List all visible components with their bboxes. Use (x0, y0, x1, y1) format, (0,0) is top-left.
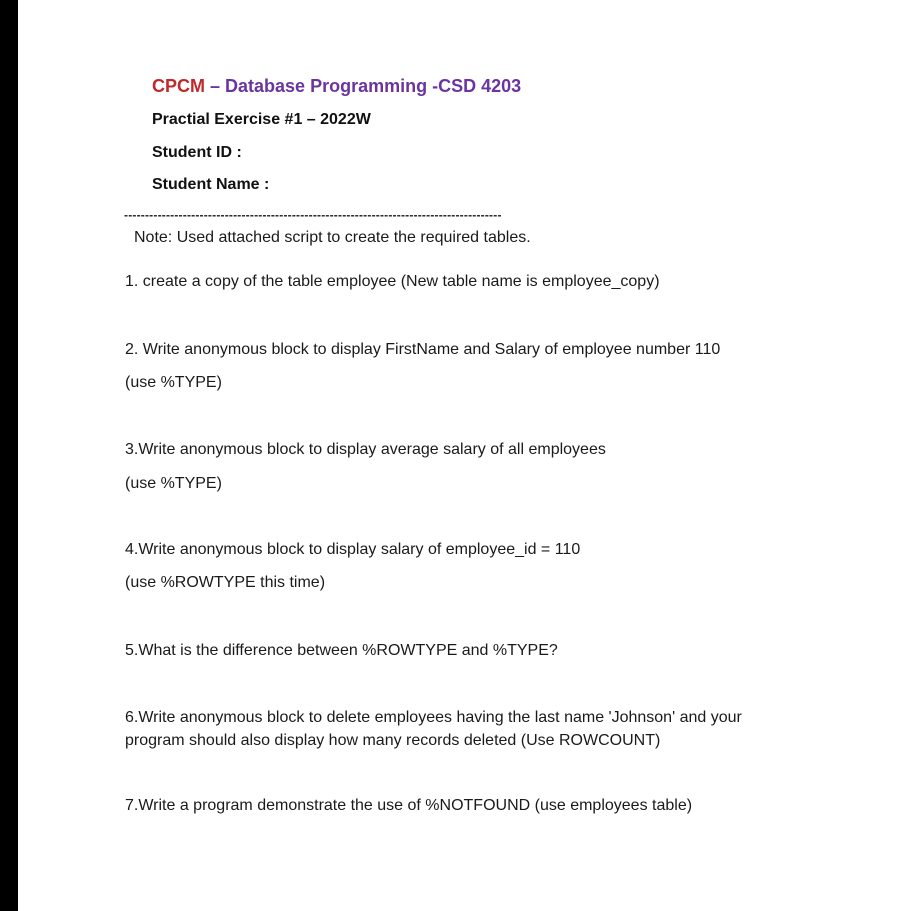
divider-line: ------------------------------------------------------------------------------------------ (124, 208, 502, 222)
document-page (18, 0, 924, 911)
course-code: CPCM (152, 76, 205, 96)
left-black-bar (0, 0, 18, 911)
question-1: 1. create a copy of the table employee (New table name is employee_copy) (125, 273, 660, 290)
question-5: 5.What is the difference between %ROWTYPE and %TYPE? (125, 642, 558, 659)
question-4-note: (use %ROWTYPE this time) (125, 574, 326, 591)
question-7: 7.Write a program demonstrate the use of %NOTFOUND (use employees table) (125, 797, 693, 814)
question-3-note: (use %TYPE) (125, 475, 222, 492)
question-2-note: (use %TYPE) (125, 374, 222, 391)
note-text: Note: Used attached script to create the required tables. (134, 229, 531, 246)
question-6: 6.Write anonymous block to delete employees having the last name 'Johnson' and your (125, 709, 742, 726)
exercise-title: Practial Exercise #1 – 2022W (152, 111, 371, 128)
question-4: 4.Write anonymous block to display salary of employee_id = 110 (125, 541, 581, 558)
question-2: 2. Write anonymous block to display FirstName and Salary of employee number 110 (125, 341, 721, 358)
question-3: 3.Write anonymous block to display average salary of all employees (125, 441, 606, 458)
course-title (152, 76, 521, 97)
question-6-continued: program should also display how many records deleted (Use ROWCOUNT) (125, 732, 661, 749)
course-name: – Database Programming -CSD 4203 (210, 76, 522, 96)
student-id-label: Student ID : (152, 144, 242, 161)
student-name-label: Student Name : (152, 176, 270, 193)
